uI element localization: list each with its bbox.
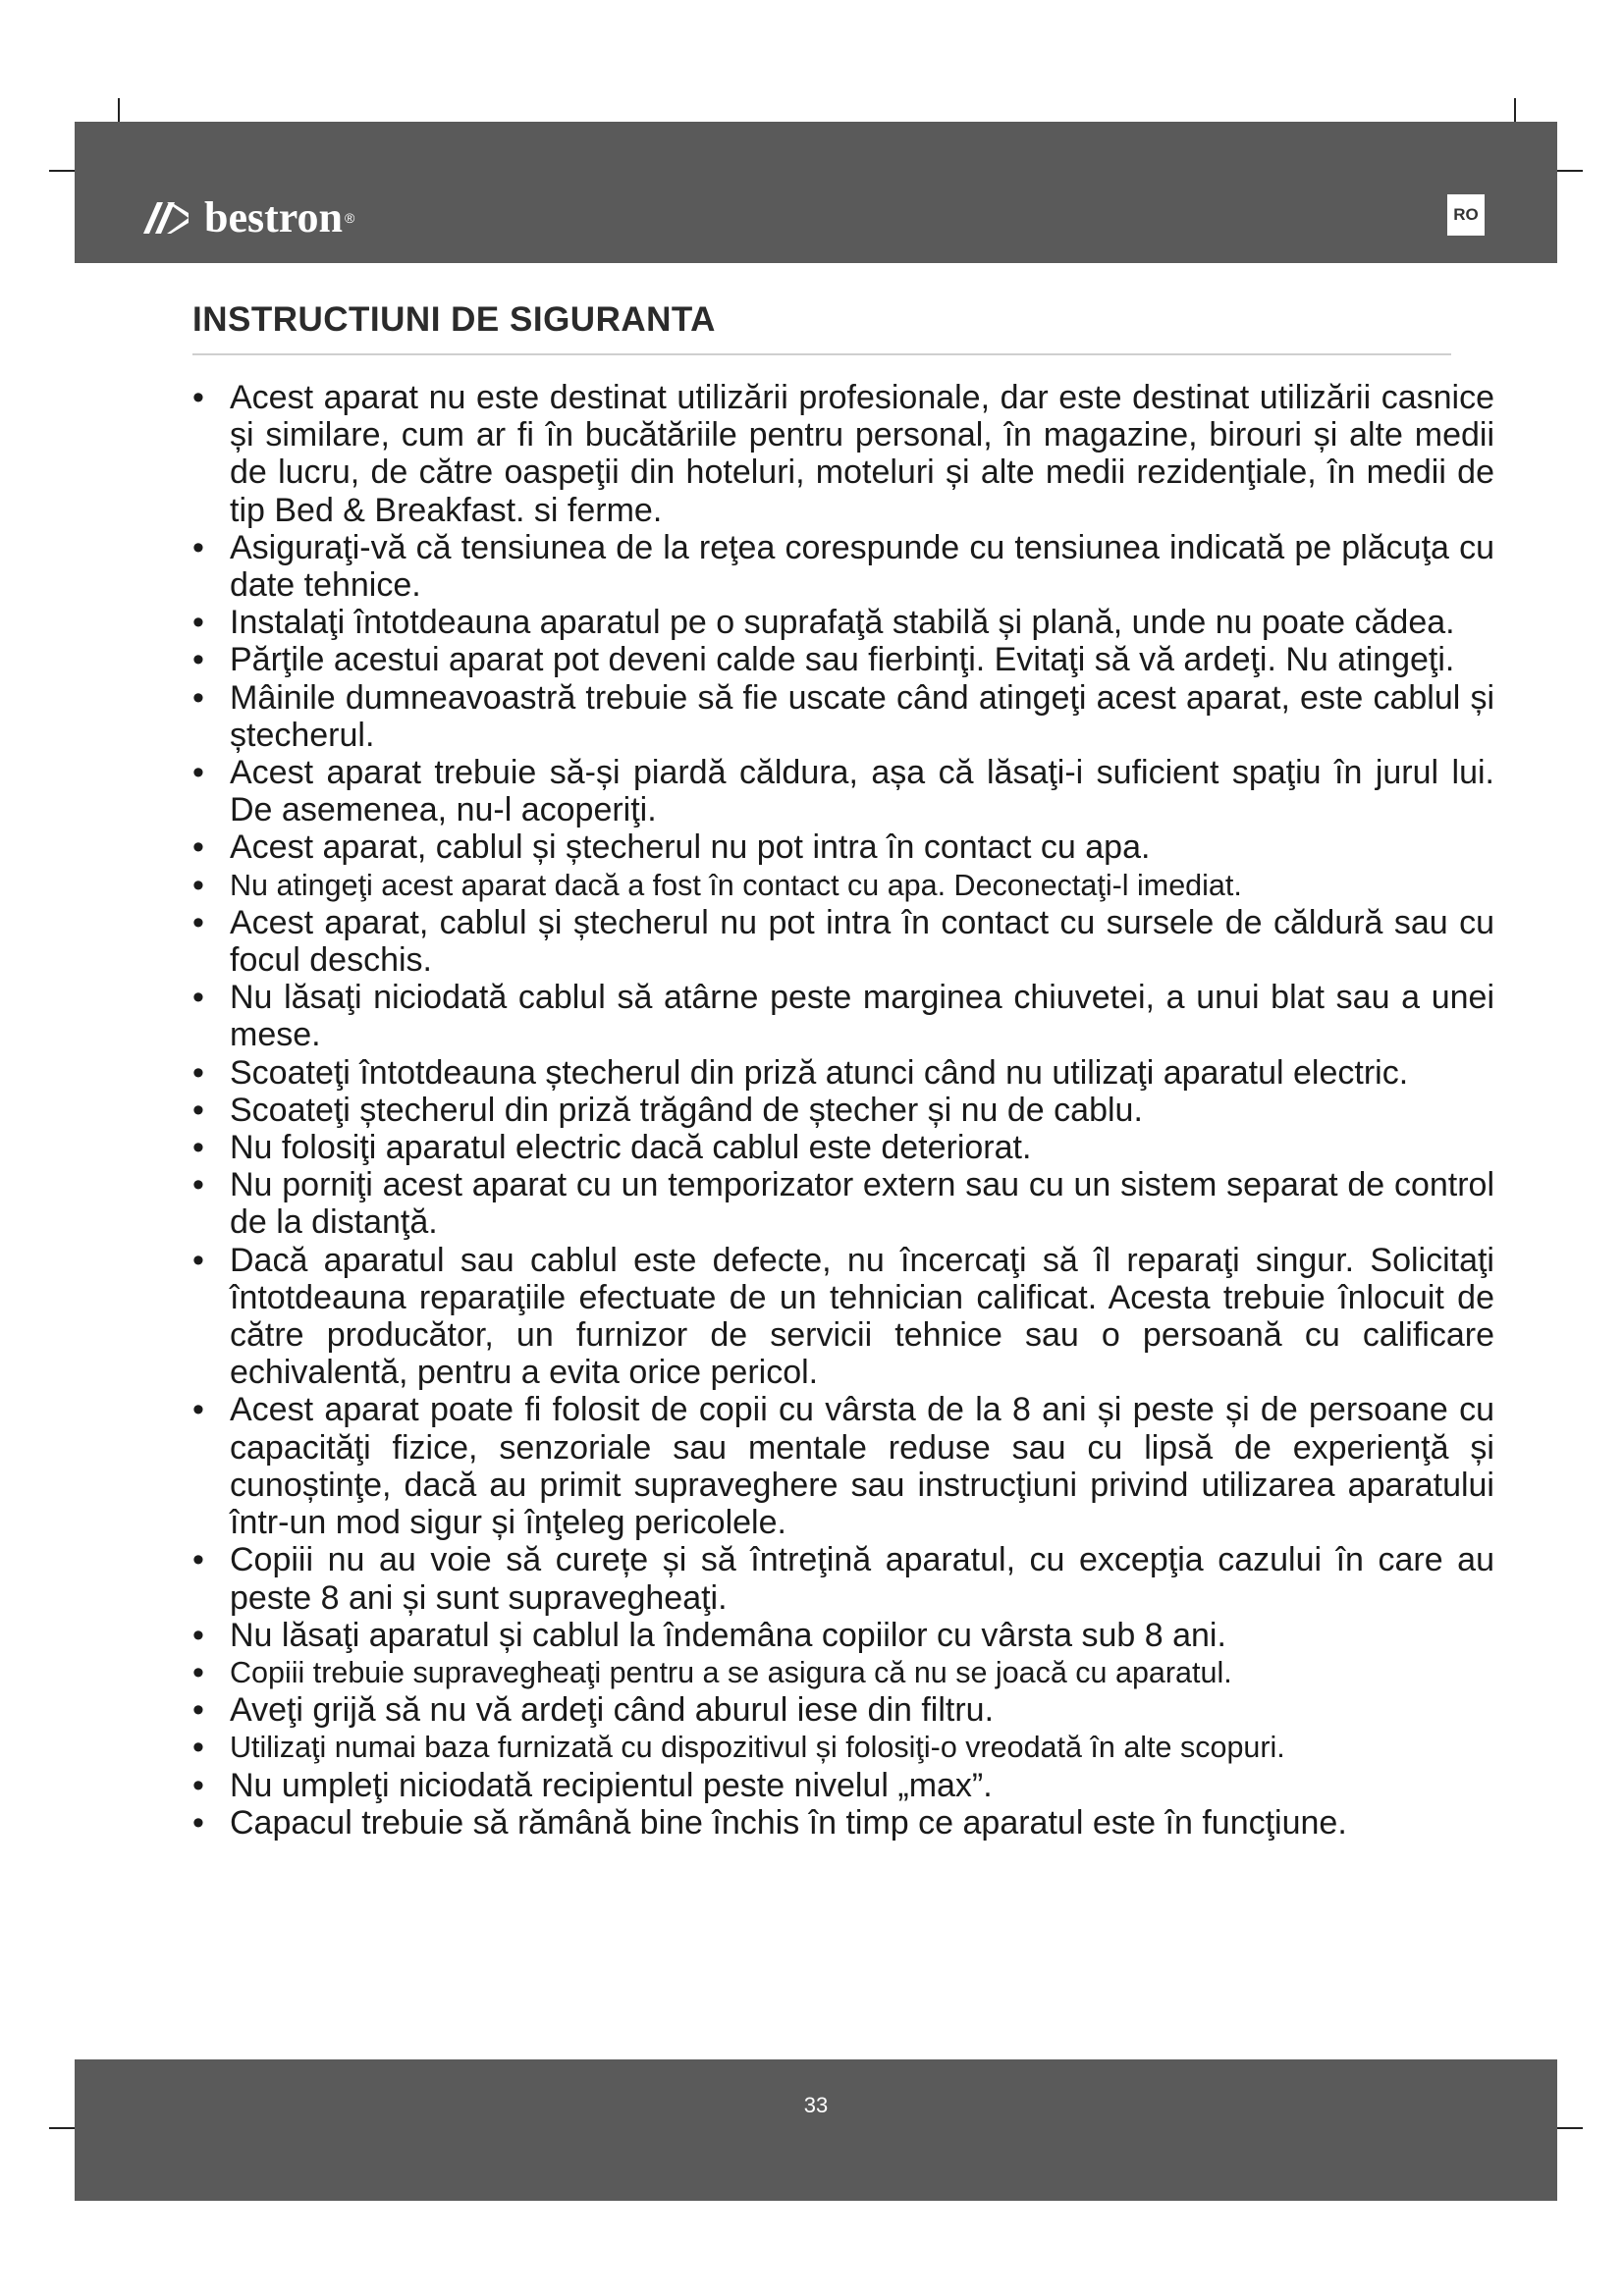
list-item: • Copiii trebuie supravegheaţi pentru a se asigura că nu se joacă cu aparatul.	[192, 1653, 1232, 1691]
chevron-logo-icon	[143, 198, 194, 238]
bullet-icon: •	[192, 1541, 204, 1579]
bullet-icon: •	[192, 1616, 204, 1654]
bullet-icon: •	[192, 1129, 204, 1167]
bullet-icon: •	[192, 979, 204, 1017]
footer-band	[75, 2059, 1557, 2201]
list-item: • Utilizaţi numai baza furnizată cu dispozitivul și folosiţi-o vreodată în alte scopuri.	[192, 1729, 1285, 1767]
bullet-icon: •	[192, 1053, 204, 1092]
safety-instructions-list	[187, 379, 1494, 1842]
bullet-icon: •	[192, 528, 204, 566]
bullet-icon: •	[192, 1803, 204, 1842]
bullet-icon: •	[192, 641, 204, 679]
header-band	[75, 122, 1557, 263]
title-divider	[192, 353, 1451, 355]
bullet-icon: •	[192, 754, 204, 792]
bullet-icon: •	[192, 1653, 204, 1691]
list-item: • Scoateţi întotdeauna ștecherul din priză atunci când nu utilizaţi aparatul electric.	[192, 1053, 1409, 1092]
list-item: • Nu folosiţi aparatul electric dacă cablul este deteriorat.	[192, 1129, 1032, 1167]
list-item: • Părţile acestui aparat pot deveni calde sau fierbinţi. Evitaţi să vă ardeţi. Nu atingeţi.	[192, 641, 1455, 679]
list-item: • Asiguraţi-vă că tensiunea de la reţea corespunde cu tensiunea indicată pe plăcuţa cu date tehnice.	[192, 528, 1494, 605]
bullet-icon: •	[192, 379, 204, 416]
list-item: • Nu lăsaţi niciodată cablul să atârne peste marginea chiuvetei, a unui blat sau a unei mese.	[192, 979, 1494, 1054]
list-item: • Acest aparat, cablul și ștecherul nu pot intra în contact cu apa.	[192, 828, 1151, 867]
list-item: • Acest aparat poate fi folosit de copii cu vârsta de la 8 ani și peste și de persoane cu capacităţi fizice, senzoriale sau mentale reduse sau cu lipsă de experienţă și cunoștinţe, dacă au primit supraveghere sau instrucţiuni privind utilizarea aparatului într-un mod sigur și înţeleg pericolele.	[192, 1391, 1494, 1542]
list-item: • Nu porniţi acest aparat cu un temporizator extern sau cu un sistem separat de control de la distanţă.	[192, 1166, 1494, 1242]
bullet-icon: •	[192, 828, 204, 867]
list-item: • Nu atingeţi acest aparat dacă a fost în contact cu apa. Deconectaţi-l imediat.	[192, 866, 1242, 904]
list-item: • Acest aparat, cablul și ștecherul nu pot intra în contact cu sursele de căldură sau cu focul deschis.	[192, 903, 1494, 980]
bullet-icon: •	[192, 1691, 204, 1730]
bullet-icon: •	[192, 1391, 204, 1429]
brand-name: bestron	[204, 193, 343, 241]
list-item: • Aveţi grijă să nu vă ardeţi când aburul iese din filtru.	[192, 1691, 995, 1730]
list-item: • Dacă aparatul sau cablul este defecte, nu încercaţi să îl reparaţi singur. Solicitaţi întotdeauna reparaţiile efectuate de un tehnician calificat. Acesta trebuie înlocuit de către producător, un furnizor de servicii tehnice sau o persoană cu calificare echivalentă, pentru a evita orice pericol.	[192, 1241, 1494, 1392]
language-badge: RO	[1447, 194, 1485, 236]
bullet-icon: •	[192, 1091, 204, 1129]
bullet-icon: •	[192, 1729, 204, 1767]
list-item: • Acest aparat trebuie să-și piardă căldura, așa că lăsaţi-i suficient spaţiu în jurul lui. De asemenea, nu-l acoperiţi.	[192, 754, 1494, 829]
page-title: INSTRUCTIUNI DE SIGURANTA	[192, 300, 716, 339]
bullet-icon: •	[192, 866, 204, 904]
brand-logo	[143, 194, 354, 241]
list-item: • Nu lăsaţi aparatul și cablul la îndemâna copiilor cu vârsta sub 8 ani.	[192, 1616, 1226, 1654]
bullet-icon: •	[192, 903, 204, 941]
bullet-icon: •	[192, 604, 204, 642]
list-item: • Instalaţi întotdeauna aparatul pe o suprafaţă stabilă și plană, unde nu poate cădea.	[192, 604, 1455, 642]
registered-mark: ®	[344, 210, 355, 226]
bullet-icon: •	[192, 1241, 204, 1279]
list-item: • Mâinile dumneavoastră trebuie să fie uscate când atingeţi acest aparat, este cablul și ștecherul.	[192, 678, 1494, 754]
list-item: • Nu umpleţi niciodată recipientul peste nivelul „max”.	[192, 1766, 993, 1804]
list-item: • Scoateţi ștecherul din priză trăgând de ștecher și nu de cablu.	[192, 1091, 1143, 1129]
list-item: • Acest aparat nu este destinat utilizării profesionale, dar este destinat utilizării casnice și similare, cum ar fi în bucătăriile pentru personal, în magazine, birouri și alte medii de lucru, de către oaspeţii din hoteluri, moteluri și alte medii rezidenţiale, în medii de tip Bed & Breakfast. si ferme.	[192, 379, 1494, 529]
bullet-icon: •	[192, 678, 204, 717]
bullet-icon: •	[192, 1766, 204, 1804]
list-item: • Capacul trebuie să rămână bine închis în timp ce aparatul este în funcţiune.	[192, 1803, 1347, 1842]
list-item: • Copiii nu au voie să curețe și să întreţină aparatul, cu excepţia cazului în care au peste 8 ani și sunt supravegheaţi.	[192, 1541, 1494, 1617]
bullet-icon: •	[192, 1166, 204, 1204]
page-number: 33	[803, 2093, 829, 2117]
